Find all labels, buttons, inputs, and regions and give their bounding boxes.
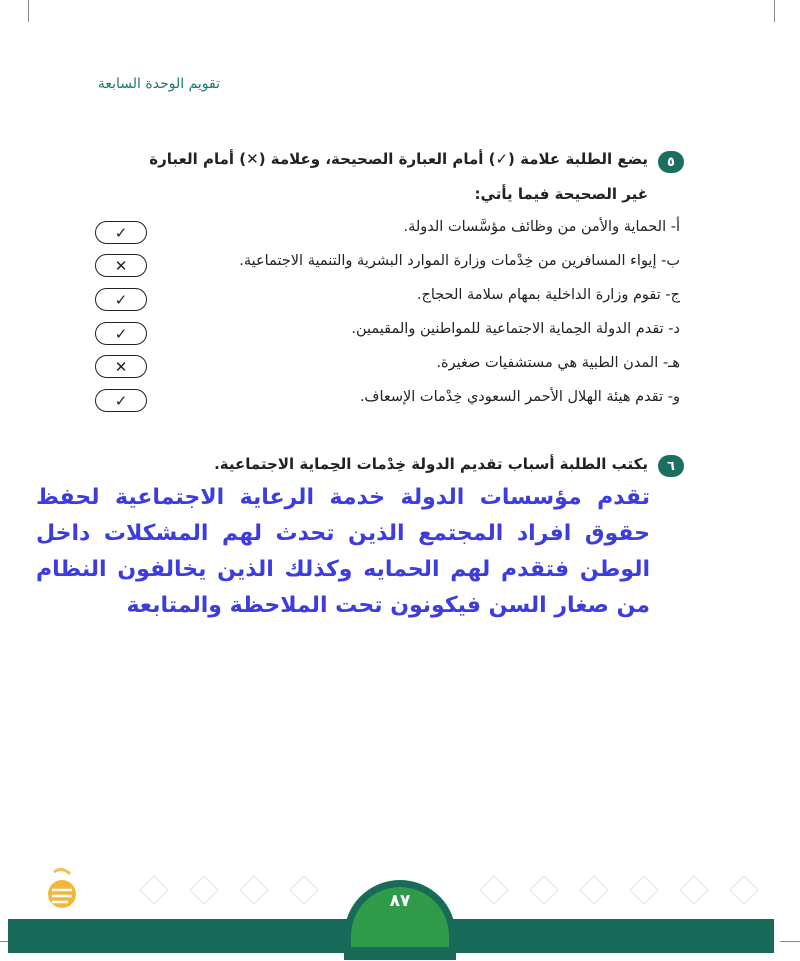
handwritten-answer[interactable]: تقدم مؤسسات الدولة خدمة الرعاية الاجتماعية لحفظ حقوق افراد المجتمع الذين تحدث لهم المشكلات داخل الوطن فتقدم لهم الحمايه وكذلك الذين يخالفون النظام من صغار السن فيكونون تحت الملاحظة والمتابعة — [36, 485, 650, 618]
page-number: ٨٧ — [351, 887, 449, 947]
question-5-number: ٥ — [658, 151, 684, 173]
ministry-logo-icon — [42, 868, 82, 912]
question-5-instruction: يضع الطلبة علامة (✓) أمام العبارة الصحيحة، وعلامة (✕) أمام العبارة — [149, 150, 648, 168]
statement-f: و- تقدم هيئة الهلال الأحمر السعودي خِدْمات الإسعاف. — [359, 389, 680, 405]
answer-box-b[interactable]: ✕ — [95, 254, 147, 277]
question-5-instruction-cont: غير الصحيحة فيما يأتي: — [474, 185, 648, 203]
crop-mark — [28, 0, 29, 22]
answer-box-d[interactable]: ✓ — [95, 322, 147, 345]
statement-c: ج- تقوم وزارة الداخلية بمهام سلامة الحجاج. — [416, 287, 680, 303]
question-6-instruction: يكتب الطلبة أسباب تقديم الدولة خِدْمات الحِماية الاجتماعية. — [214, 455, 648, 473]
answer-box-a[interactable]: ✓ — [95, 221, 147, 244]
statement-e: هـ- المدن الطبية هي مستشفيات صغيرة. — [436, 355, 680, 371]
statement-a: أ- الحماية والأمن من وظائف مؤسَّسات الدولة. — [403, 219, 680, 235]
statement-d: د- تقدم الدولة الحِماية الاجتماعية للمواطنين والمقيمين. — [351, 321, 680, 337]
running-head: تقويم الوحدة السابعة — [97, 76, 220, 92]
statement-b: ب- إيواء المسافرين من خِدْمات وزارة الموارد البشرية والتنمية الاجتماعية. — [239, 253, 680, 269]
answer-box-f[interactable]: ✓ — [95, 389, 147, 412]
crop-mark — [780, 941, 800, 942]
answer-box-c[interactable]: ✓ — [95, 288, 147, 311]
question-6-number: ٦ — [658, 455, 684, 477]
answer-box-e[interactable]: ✕ — [95, 355, 147, 378]
crop-mark — [774, 0, 775, 22]
